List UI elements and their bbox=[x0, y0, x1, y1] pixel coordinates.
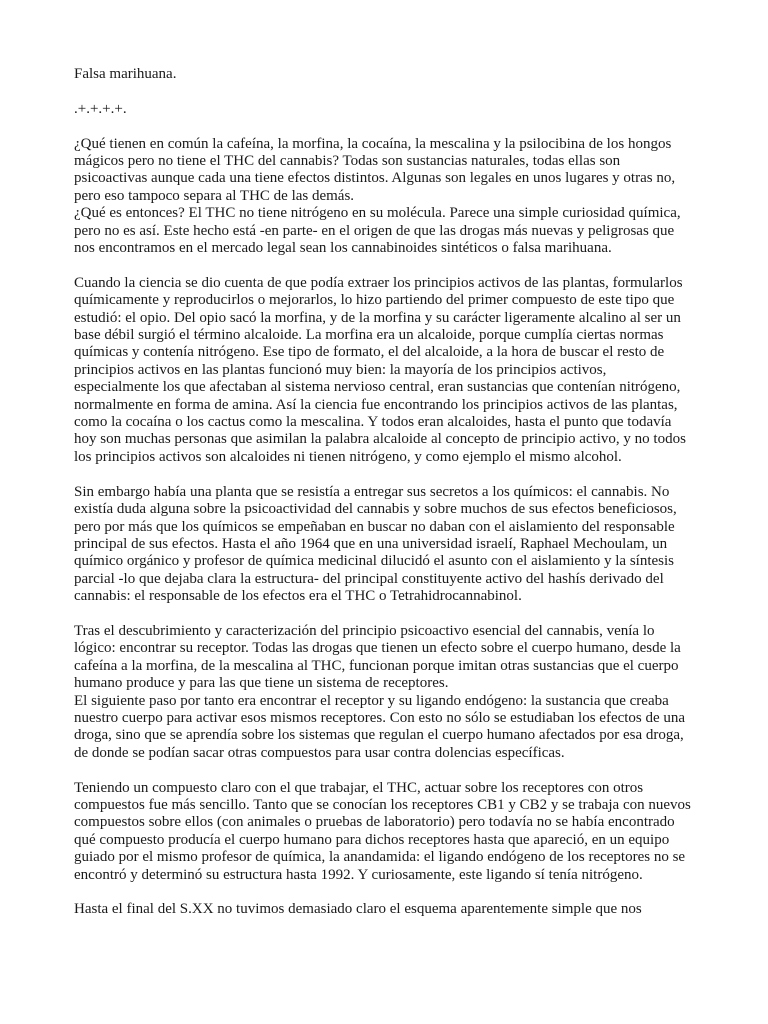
spacer bbox=[74, 606, 692, 623]
document-title: Falsa marihuana. bbox=[74, 66, 177, 82]
paragraph-7: Teniendo un compuesto claro con el que trabajar, el THC, actuar sobre los receptores con otros compuestos fue más sencillo. Tanto que se conocían los receptores CB1 y CB2 y se trabaja con nuevos compuestos sobre ellos (con animales o pruebas de laboratorio) pero todavía no se había encontrado qué compuesto producía el cuerpo humano para dichos receptores hasta que apareció, en un equipo guiado por el mismo profesor de química, la anandamida: el ligando endógeno de los receptores no se encontró y determinó su estructura hasta 1992. Y curiosamente, este ligando sí tenía nitrógeno. bbox=[74, 779, 691, 883]
spacer bbox=[74, 762, 692, 779]
document-page bbox=[74, 66, 692, 919]
spacer bbox=[74, 884, 692, 901]
spacer bbox=[74, 257, 692, 274]
paragraph-8: Hasta el final del S.XX no tuvimos demasiado claro el esquema aparentemente simple que nos bbox=[74, 901, 642, 918]
paragraph-2: ¿Qué es entonces? El THC no tiene nitrógeno en su molécula. Parece una simple curiosidad química, pero no es así. Este hecho está -en parte- en el origen de que las drogas más nuevas y peligrosas que nos encontramos en el mercado legal sean los cannabinoides sintéticos o falsa marihuana. bbox=[74, 205, 681, 257]
paragraph-5: Tras el descubrimiento y caracterización del principio psicoactivo esencial del cannabis, venía lo lógico: encontrar su receptor. Todas las drogas que tienen un efecto sobre el cuerpo humano, desde la cafeína a la morfina, de la mescalina al THC, funcionan porque imitan otras sustancias que el cuerpo humano produce y para las que tiene un sistema de receptores. bbox=[74, 622, 681, 692]
separator-line: .+.+.+.+. bbox=[74, 100, 127, 117]
paragraph-3: Cuando la ciencia se dio cuenta de que podía extraer los principios activos de las plantas, formularlos químicamente y reproducirlos o mejorarlos, lo hizo partiendo del primer compuesto de este tipo que estudió: el opio. Del opio sacó la morfina, y de la morfina y su carácter ligeramente alcalino al ser un base débil surgió el término alcaloide. La morfina era un alcaloide, porque cumplía ciertas normas químicas y contenía nitrógeno. Ese tipo de formato, el del alcaloide, a la hora de buscar el resto de principios activos en las plantas funcionó muy bien: la mayoría de los principios activos, especialmente los que afectaban al sistema nervioso central, eran sustancias que contenían nitrógeno, normalmente en forma de amina. Así la ciencia fue encontrando los principios activos de las plantas, como la cocaína o los cactus como la mescalina. Y todos eran alcaloides, hasta el punto que todavía hoy son muchas personas que asimilan la palabra alcaloide al concepto de principio activo, y no todos los principios activos son alcaloides ni tienen nitrógeno, y como ejemplo el mismo alcohol. bbox=[74, 274, 686, 465]
spacer bbox=[74, 118, 692, 135]
paragraph-6: El siguiente paso por tanto era encontrar el receptor y su ligando endógeno: la sustancia que creaba nuestro cuerpo para activar esos mismos receptores. Con esto no sólo se estudiaban los efectos de una droga, sino que se aprendía sobre los sistemas que regulan el cuerpo humano afectados por esa droga, de donde se podían sacar otras compuestos para usar contra dolencias específicas. bbox=[74, 692, 686, 761]
spacer bbox=[74, 83, 692, 100]
paragraph-4: Sin embargo había una planta que se resistía a entregar sus secretos a los químicos: el cannabis. No existía duda alguna sobre la psicoactividad del cannabis y sobre muchos de sus efectos beneficiosos, pero por más que los químicos se empeñaban en buscar no daban con el aislamiento del responsable principal de sus efectos. Hasta el año 1964 que en una universidad israelí, Raphael Mechoulam, un químico orgánico y profesor de química medicinal dilucidó el asunto con el aislamiento y la síntesis parcial -lo que dejaba clara la estructura- del principal constituyente activo del hashís derivado del cannabis: el responsable de los efectos era el THC o Tetrahidrocannabinol. bbox=[74, 483, 677, 605]
paragraph-1: ¿Qué tienen en común la cafeína, la morfina, la cocaína, la mescalina y la psilocibina de los hongos mágicos pero no tiene el THC del cannabis? Todas son sustancias naturales, todas ellas son psicoactivas aunque cada una tiene efectos distintos. Algunas son legales en unos lugares y otras no, pero eso tampoco separa al THC de las demás. bbox=[74, 135, 676, 204]
spacer bbox=[74, 466, 692, 483]
